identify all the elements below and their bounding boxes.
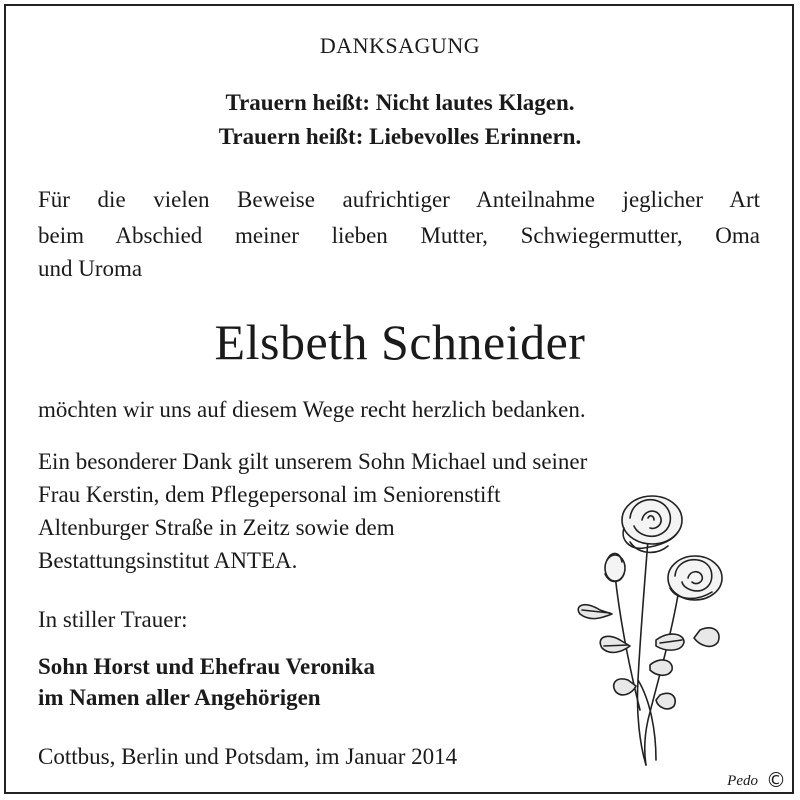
copyright-icon: © [766,768,786,792]
intro-line-3: und Uroma [38,256,143,281]
motto-line-1: Trauern heißt: Nicht lautes Klagen. [225,90,575,115]
signatories-line-2: im Namen aller Angehörigen [38,685,321,710]
motto-line-2: Trauern heißt: Liebevolles Erinnern. [218,124,582,149]
signatories-line-1: Sohn Horst und Ehefrau Veronika [38,654,376,679]
special-thanks-line-2: Frau Kerstin, dem Pflegepersonal im Seniorenstift [38,482,501,507]
place-date: Cottbus, Berlin und Potsdam, im Januar 2014 [38,744,458,769]
deceased-name: Elsbeth Schneider [214,314,586,370]
intro-line-2: beim Abschied meiner lieben Mutter, Schwiegermutter, Oma [38,223,760,248]
intro-line-1: Für die vielen Beweise aufrichtiger Anteilnahme jeglicher Art [38,187,760,212]
notice-heading: DANKSAGUNG [319,33,481,58]
thanks-line: möchten wir uns auf diesem Wege recht herzlich bedanken. [38,397,586,422]
special-thanks-line-1: Ein besonderer Dank gilt unserem Sohn Michael und seiner [38,449,588,474]
special-thanks-line-4: Bestattungsinstitut ANTEA. [38,548,298,573]
rose-bouquet-icon [560,480,735,770]
special-thanks-line-3: Altenburger Straße in Zeitz sowie dem [38,515,395,540]
artist-signature: Pedo [727,773,758,789]
mourning-label: In stiller Trauer: [38,607,188,632]
